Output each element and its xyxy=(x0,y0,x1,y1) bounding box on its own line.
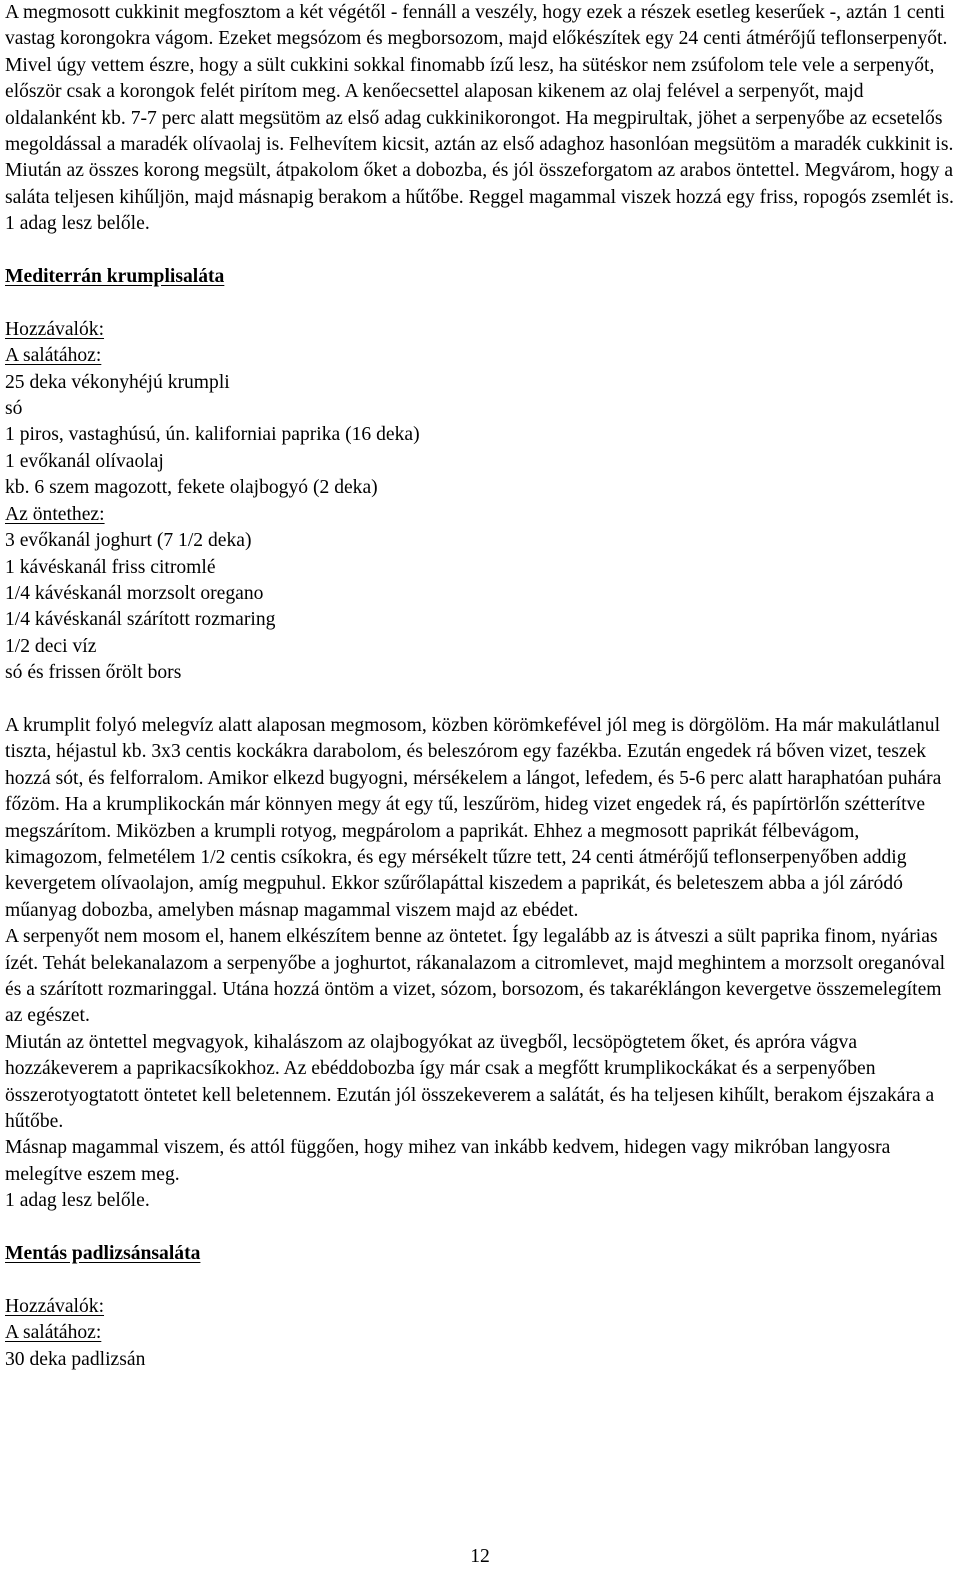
dressing-ingredients-list xyxy=(5,528,957,686)
ingredient-item: 3 evőkanál joghurt (7 1/2 deka) xyxy=(5,530,252,552)
ingredient-item: 1 piros, vastaghúsú, ún. kaliforniai paprika (16 deka) xyxy=(5,424,420,446)
ingredient-item: 30 deka padlizsán xyxy=(5,1348,146,1370)
ingredient-item: 25 deka vékonyhéjú krumpli xyxy=(5,371,230,393)
intro-paragraph-3: 1 adag lesz belőle. xyxy=(5,213,150,235)
ingredient-item: 1 kávéskanál friss citromlé xyxy=(5,556,216,578)
ingredient-item: 1/4 kávéskanál morzsolt oregano xyxy=(5,582,264,604)
spacer xyxy=(5,290,957,316)
spacer xyxy=(5,1267,957,1293)
salad-ingredients-list xyxy=(5,370,957,502)
method-paragraph-5: 1 adag lesz belőle. xyxy=(5,1190,150,1212)
ingredient-item: 1 evőkanál olívaolaj xyxy=(5,450,164,472)
document-page xyxy=(5,0,957,1373)
ingredients-heading: Hozzávalók: xyxy=(5,318,105,340)
ingredients-heading: Hozzávalók: xyxy=(5,1295,105,1317)
dressing-subheading: Az öntethez: xyxy=(5,503,105,525)
ingredient-item: só és frissen őrölt bors xyxy=(5,662,182,684)
ingredient-item: 1/4 kávéskanál szárított rozmaring xyxy=(5,609,276,631)
method-paragraph-2: A serpenyőt nem mosom el, hanem elkészítem benne az öntetet. Így legalább az is átveszi a sült paprika finom, nyárias ízét. Tehát belekanalazom a serpenyőbe a joghurtot, rákanalazom a citromlevet, majd meghintem a morzsolt oreganóval és a szárított rozmaringgal. Utána hozzá öntöm a vizet, sózom, borsozom, és takaréklángon kevergetve összemelegítem az egészet. xyxy=(5,926,946,1027)
method-paragraph-3: Miután az öntettel megvagyok, kihalászom az olajbogyókat az üvegből, lecsöpögtetem őket, és apróra vágva hozzákeverem a paprikacsíkokhoz. Az ebéddobozba így már csak a megfőtt krumplikockákat és a serpenyőben összerotyogtatott öntetet kell beletennem. Ezután jól összekeverem a salátát, és ha teljesen kihűlt, berakom éjszakára a hűtőbe. xyxy=(5,1031,935,1133)
salad-subheading: A salátához: xyxy=(5,345,102,367)
method-paragraph-1: A krumplit folyó melegvíz alatt alaposan megmosom, közben körömkefével jól meg is dörgölöm. Ha már makulátlanul tiszta, héjastul kb. 3x3 centis kockákra darabolom, és beleszórom egy fazékba. Ezután engedek rá bőven vizet, teszek hozzá sót, és felforralom. Amikor elkezd bugyogni, mérsékelem a lángot, lefedem, és 5-6 perc alatt haraphatóan puhára főzöm. Ha a krumplikockán már könnyen megy át egy tű, leszűröm, hideg vizet engedek rá, és papírtörlőn szétterítve megszárítom. Miközben a krumpli rotyog, megpárolom a paprikát. Ehhez a megmosott paprikát félbevágom, kimagozom, felmetélem 1/2 centis csíkokra, és egy mérsékelt tűzre tett, 24 centi átmérőjű teflonserpenyőben addig kevergetem olívaolajon, amíg megpuhul. Ekkor szűrőlapáttal kiszedem a paprikát, és beleteszem abba a jól záródó műanyag dobozba, amelyben másnap magammal viszem majd az ebédet. xyxy=(5,714,942,921)
spacer xyxy=(5,1215,957,1241)
method-paragraph-4: Másnap magammal viszem, és attól függően, hogy mihez van inkább kedvem, hidegen vagy mikróban langyosra melegítve eszem meg. xyxy=(5,1137,891,1185)
intro-paragraph-1: A megmosott cukkinit megfosztom a két végétől - fennáll a veszély, hogy ezek a részek esetleg keserűek -, aztán 1 centi vastag korongokra vágom. Ezeket megsózom és megborsozom, majd előkészítek egy 24 centi átmérőjű teflonserpenyőt. xyxy=(5,2,948,50)
page-number: 12 xyxy=(470,1546,490,1567)
salad-subheading: A salátához: xyxy=(5,1322,102,1344)
recipe-title-mediterranean-potato-salad: Mediterrán krumplisaláta xyxy=(5,266,225,288)
spacer xyxy=(5,238,957,264)
spacer xyxy=(5,687,957,713)
ingredient-item: 1/2 deci víz xyxy=(5,635,97,657)
recipe-title-minty-eggplant-salad: Mentás padlizsánsaláta xyxy=(5,1243,201,1265)
intro-paragraph-2: Mivel úgy vettem észre, hogy a sült cukkini sokkal finomabb ízű lesz, ha sütéskor nem zsúfolom tele vele a serpenyőt, először csak a korongok felét pirítom meg. A kenőecsettel alaposan kikenem az olaj felével a serpenyőt, majd oldalanként kb. 7-7 perc alatt megsütöm az első adag cukkinikorongot. Ha megpirultak, jöhet a serpenyőbe az ecsetelős megoldással a maradék olívaolaj is. Felhevítem kicsit, aztán az első adaghoz hasonlóan megsütöm a maradék cukkinit is. Miután az összes korong megsült, átpakolom őket a dobozba, és jól összeforgatom az arabos öntettel. Megvárom, hogy a saláta teljesen kihűljön, majd másnapig berakom a hűtőbe. Reggel magammal viszek hozzá egy friss, ropogós zsemlét is. xyxy=(5,54,954,208)
ingredient-item: só xyxy=(5,398,23,420)
ingredient-item: kb. 6 szem magozott, fekete olajbogyó (2 deka) xyxy=(5,477,378,499)
